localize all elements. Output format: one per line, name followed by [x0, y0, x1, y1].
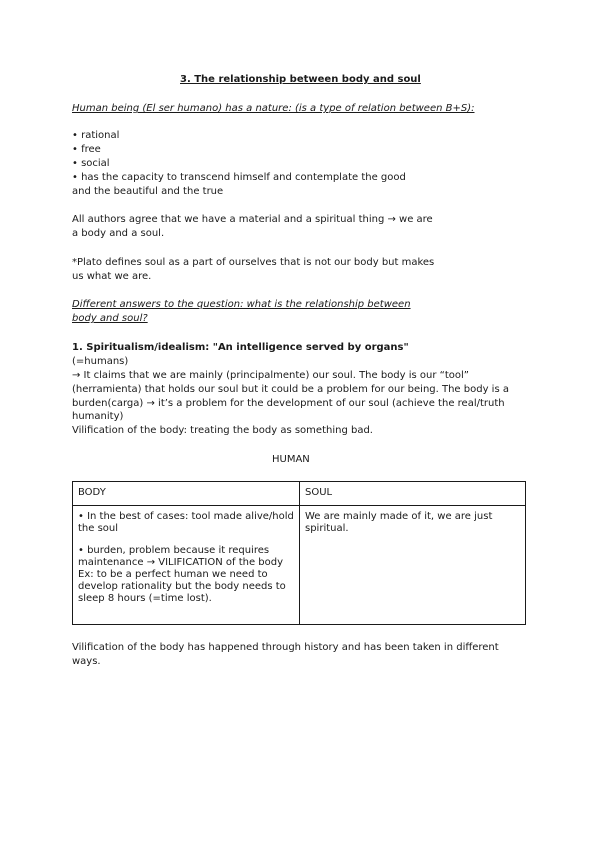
nature-item-transcend-cont: and the beautiful and the true	[72, 186, 224, 197]
human-table	[72, 481, 526, 625]
vilification-definition: Vilification of the body: treating the body as something bad.	[72, 425, 373, 436]
section1-line-3: burden(carga) → it’s a problem for the development of our soul (achieve the real/truth	[72, 398, 505, 409]
plato-line-2: us what we are.	[72, 271, 152, 282]
table-caption: HUMAN	[272, 454, 310, 465]
closing-line-1: Vilification of the body has happened through history and has been taken in different	[72, 642, 499, 653]
question-heading-line-2: body and soul?	[72, 313, 148, 324]
section1-line-4: humanity)	[72, 411, 124, 422]
table-header-row	[73, 482, 526, 506]
table-row	[73, 506, 526, 625]
body-cell-burden: • burden, problem because it requires maintenance → VILIFICATION of the body Ex: to be a perfect human we need to develop rationality but the body needs to sleep 8 hours (=time lost).	[78, 545, 286, 604]
plato-line-1: *Plato defines soul as a part of ourselves that is not our body but makes	[72, 257, 435, 268]
nature-item-transcend: • has the capacity to transcend himself and contemplate the good	[72, 172, 406, 183]
authors-agree-line-1: All authors agree that we have a material and a spiritual thing → we are	[72, 214, 433, 225]
body-cell	[73, 506, 300, 625]
section1-line-2: (herramienta) that holds our soul but it could be a problem for our being. The body is a	[72, 384, 509, 395]
body-cell-tool: • In the best of cases: tool made alive/hold the soul	[78, 511, 294, 534]
table-header-body: BODY	[73, 482, 300, 506]
authors-agree-line-2: a body and a soul.	[72, 228, 165, 239]
nature-heading: Human being (El ser humano) has a nature: (is a type of relation between B+S):	[72, 103, 475, 114]
table-header-soul: SOUL	[300, 482, 526, 506]
closing-line-2: ways.	[72, 656, 101, 667]
soul-cell: We are mainly made of it, we are just spiritual.	[300, 506, 526, 625]
nature-item-rational: • rational	[72, 130, 120, 141]
nature-item-social: • social	[72, 158, 110, 169]
nature-item-free: • free	[72, 144, 101, 155]
section1-line-1: → It claims that we are mainly (principalmente) our soul. The body is our “tool”	[72, 370, 469, 381]
question-heading-line-1: Different answers to the question: what is the relationship between	[72, 299, 411, 310]
section1-heading: 1. Spiritualism/idealism: "An intelligence served by organs"	[72, 342, 409, 353]
page-title: 3. The relationship between body and soul	[180, 74, 421, 85]
section1-subtitle: (=humans)	[72, 356, 129, 367]
